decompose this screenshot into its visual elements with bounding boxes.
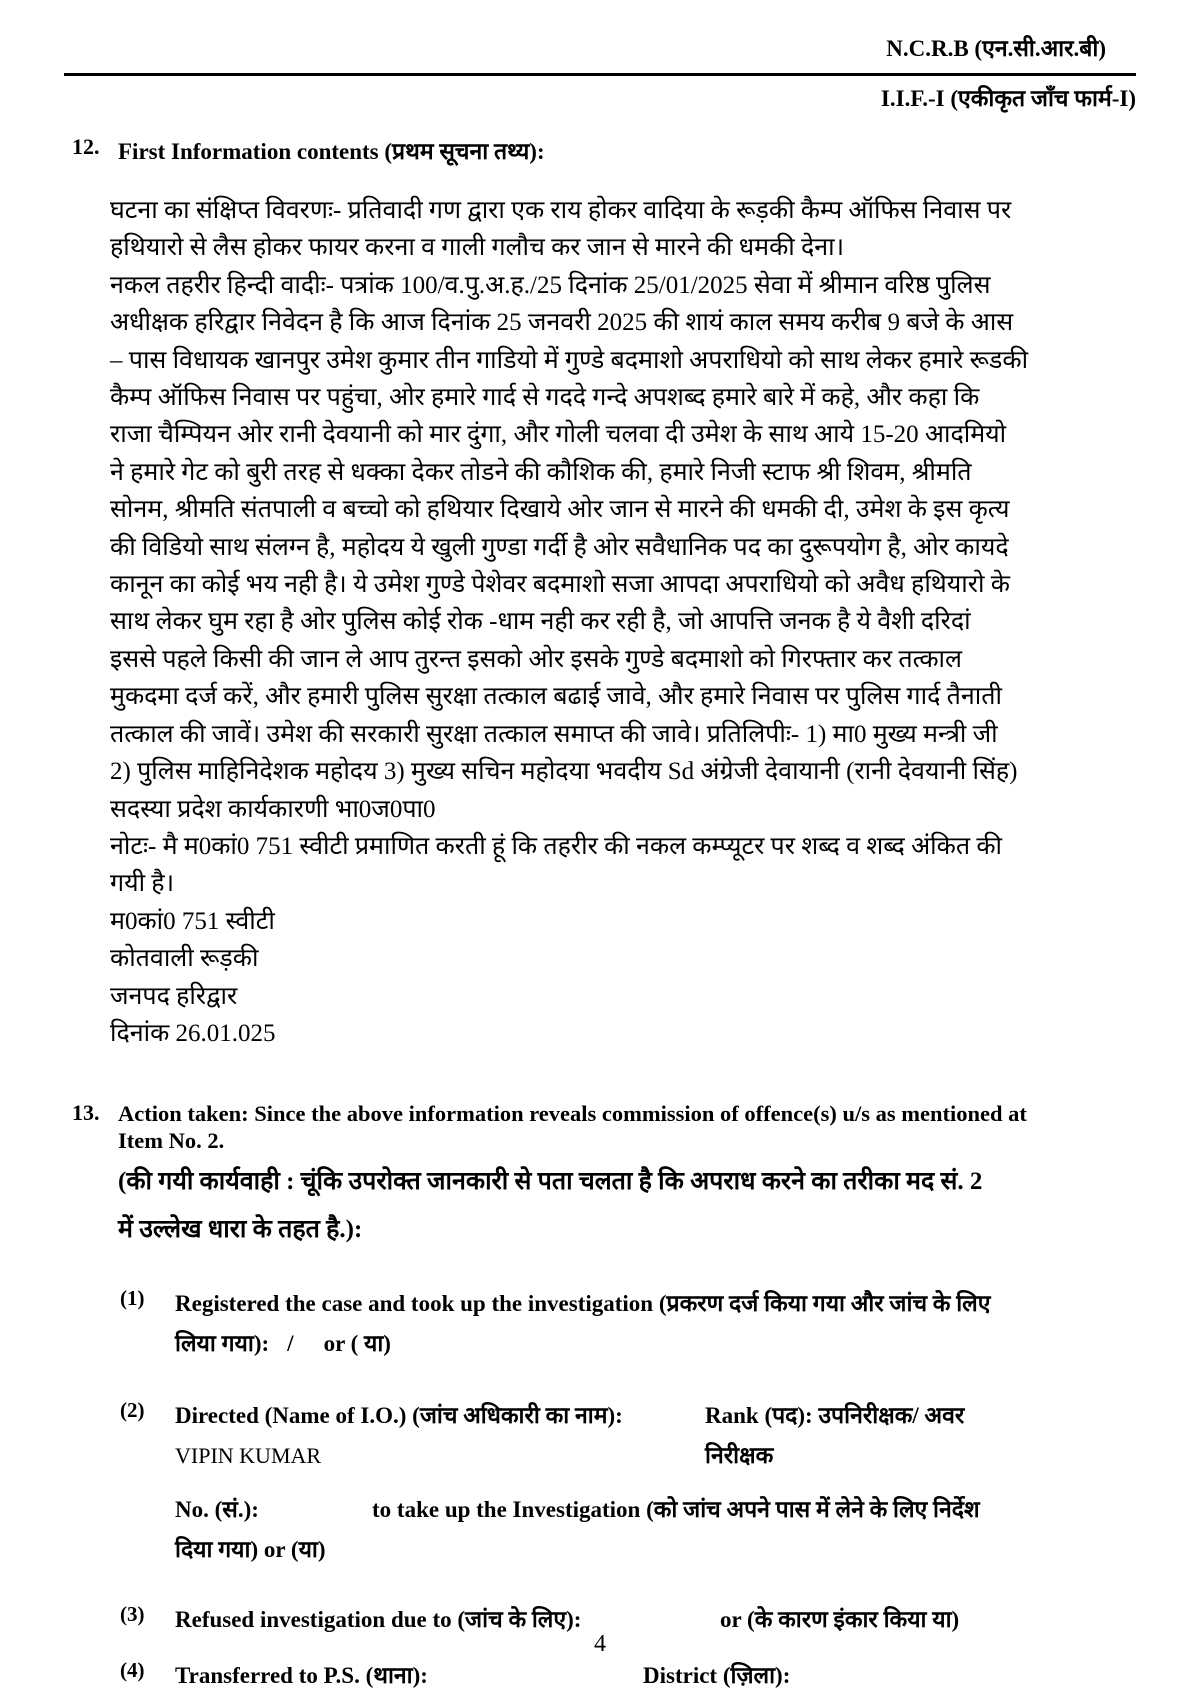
action-item-2 [120,1396,1140,1570]
ncrb-header-label: N.C.R.B (एन.सी.आर.बी) [886,36,1106,61]
header-divider [64,73,1136,76]
action-item-4 [120,1656,1140,1696]
fi-content-line: कानून का कोई भय नही है। ये उमेश गुण्डे पेशेवर बदमाशो सजा आपदा अपराधियो को अवैध हथियारो के [110,571,1010,599]
item-2-number: (2) [120,1398,145,1423]
rank-label: Rank (पद): [705,1403,813,1429]
fi-content-line: कैम्प ऑफिस निवास पर पहुंचा, ओर हमारे गार्द से गददे गन्दे अपशब्द हमारे बारे में कहे, और कहा कि [110,384,980,412]
action-taken-title-hindi-line2: में उल्लेख धारा के तहत है.): [118,1216,363,1244]
item-2-name-row [175,1436,980,1476]
fi-content-line: नकल तहरीर हिन्दी वादीः- पत्रांक 100/व.पु.अ.ह./25 दिनांक 25/01/2025 सेवा में श्रीमान वरिष्ठ पुलिस [110,271,991,299]
take-up-investigation-line2: दिया गया) or (या) [175,1537,326,1563]
fi-content-line: अधीक्षक हरिद्वार निवेदन है कि आज दिनांक 25 जनवरी 2025 की शायं काल समय करीब 9 बजे के आस [110,309,1014,337]
item-1-body [175,1284,991,1364]
take-up-investigation-line1: to take up the Investigation (को जांच अपने पास में लेने के लिए निर्देश [372,1497,980,1523]
rank-value-line1: उपनिरीक्षक/ अवर [818,1403,965,1429]
item-1-line2-label: लिया गया): [175,1331,270,1357]
form-title-label: I.I.F.-I (एकीकृत जाँच फार्म-I) [880,86,1136,111]
refused-investigation-label: Refused investigation due to (जांच के लिए): [175,1607,582,1633]
io-name-value: VIPIN KUMAR [175,1443,322,1469]
section-13-titles [118,1100,1027,1250]
item-4-number: (4) [120,1658,145,1683]
section-13-number: 13. [72,1100,100,1126]
refused-or-text: or (के कारण इंकार किया या) [720,1607,960,1633]
page-header [0,0,1200,114]
item-4-row [175,1656,790,1696]
item-2-no-row [175,1490,980,1530]
fi-content-line: गयी है। [110,870,175,898]
item-1-number: (1) [120,1286,145,1311]
fi-content-line: नोटः- मै म0कां0 751 स्वीटी प्रमाणित करती हूं कि तहरीर की नकल कम्प्यूटर पर शब्द व शब्द अंकित की [110,832,1003,860]
fi-content-line: म0कां0 751 स्वीटी [110,907,275,935]
first-information-contents [110,192,1040,1052]
item-1-line2 [175,1324,991,1364]
fi-content-line: सदस्या प्रदेश कार्यकारणी भा0ज0पा0 [110,795,436,823]
directed-io-label: Directed (Name of I.O.) (जांच अधिकारी का नाम): [175,1403,623,1429]
fi-content-line: इससे पहले किसी की जान ले आप तुरन्त इसको ओर इसके गुण्डे बदमाशो को गिरफ्तार कर तत्काल [110,645,962,673]
fi-content-line: – पास विधायक खानपुर उमेश कुमार तीन गाडियो में गुण्डे बदमाशो अपराधियो को साथ लेकर हमारे रूडकी [110,346,1029,374]
item-2-directed-row [175,1396,980,1436]
item-1-or-text: or ( या) [323,1331,391,1357]
action-taken-title-hindi-line1: (की गयी कार्यवाही : चूंकि उपरोक्त जानकारी से पता चलता है कि अपराध करने का तरीका मद सं. 2 [118,1168,983,1196]
fi-content-line: की विडियो साथ संलग्न है, महोदय ये खुली गुण्डा गर्दी है ओर सवैधानिक पद का दुरूपयोग है, ओर कायदे [110,533,1009,561]
transferred-ps-label: Transferred to P.S. (थाना): [175,1663,428,1689]
fi-content-line: हथियारो से लैस होकर फायर करना व गाली गलौच कर जान से मारने की धमकी देना। [110,234,845,262]
section-13-heading [72,1100,1120,1250]
item-1-separator: / [287,1331,294,1357]
item-4-body [175,1656,790,1696]
fi-content-line: घटना का संक्षिप्त विवरणः- प्रतिवादी गण द्वारा एक राय होकर वादिया के रूड़की कैम्प ऑफिस निवास पर [110,197,1012,224]
fi-content-line: जनपद हरिद्वार [110,982,238,1010]
fi-content-line: तत्काल की जावें। उमेश की सरकारी सुरक्षा तत्काल समाप्त की जावे। प्रतिलिपीः- 1) मा0 मुख्य मन्त्री जी [110,720,998,748]
page-number: 4 [594,1631,606,1657]
fi-content-line: ने हमारे गेट को बुरी तरह से धक्का देकर तोडने की कौशिक की, हमारे निजी स्टाफ श्री शिवम, श्रीमति [110,458,972,486]
section-12-heading [72,134,1090,166]
section-12-number: 12. [72,134,100,159]
rank-group [705,1396,964,1436]
fi-content-line: राजा चैम्पियन ओर रानी देवयानी को मार दुंगा, और गोली चलवा दी उमेश के साथ आये 15-20 आदमियो [110,421,1007,449]
fi-content-line: साथ लेकर घुम रहा है ओर पुलिस कोई रोक -धाम नही कर रही है, जो आपत्ति जनक है ये वैशी दरिदां [110,608,971,636]
io-number-label: No. (सं.): [175,1497,259,1523]
action-taken-title-line2: Item No. 2. [118,1128,225,1154]
district-label: District (ज़िला): [643,1663,791,1689]
action-taken-title-line1: Action taken: Since the above information reveals commission of offence(s) u/s as mentioned at [118,1101,1027,1127]
fi-content-line: सोनम, श्रीमति संतपाली व बच्चो को हथियार दिखाये ओर जान से मारने की धमकी दी, उमेश के इस कृत्य [110,496,1010,524]
fi-content-line: मुकदमा दर्ज करें, और हमारी पुलिस सुरक्षा तत्काल बढाई जावे, और हमारे निवास पर पुलिस गार्द तैनाती [110,683,1002,711]
action-item-1 [120,1284,1140,1364]
fi-content-line: कोतवाली रूड़की [110,945,259,973]
item-1-line1: Registered the case and took up the investigation (प्रकरण दर्ज किया गया और जांच के लिए [175,1291,991,1317]
rank-value-line2: निरीक्षक [705,1443,774,1469]
item-2-body [175,1396,980,1570]
fi-content-line: दिनांक 26.01.025 [110,1019,276,1047]
fi-content-line: 2) पुलिस माहिनिदेशक महोदय 3) मुख्य सचिन महोदया भवदीय Sd अंग्रेजी देवायानी (रानी देवयानी सिंह) [110,758,1018,786]
item-3-number: (3) [120,1602,145,1627]
section-12-title: First Information contents (प्रथम सूचना तथ्य): [118,139,545,164]
